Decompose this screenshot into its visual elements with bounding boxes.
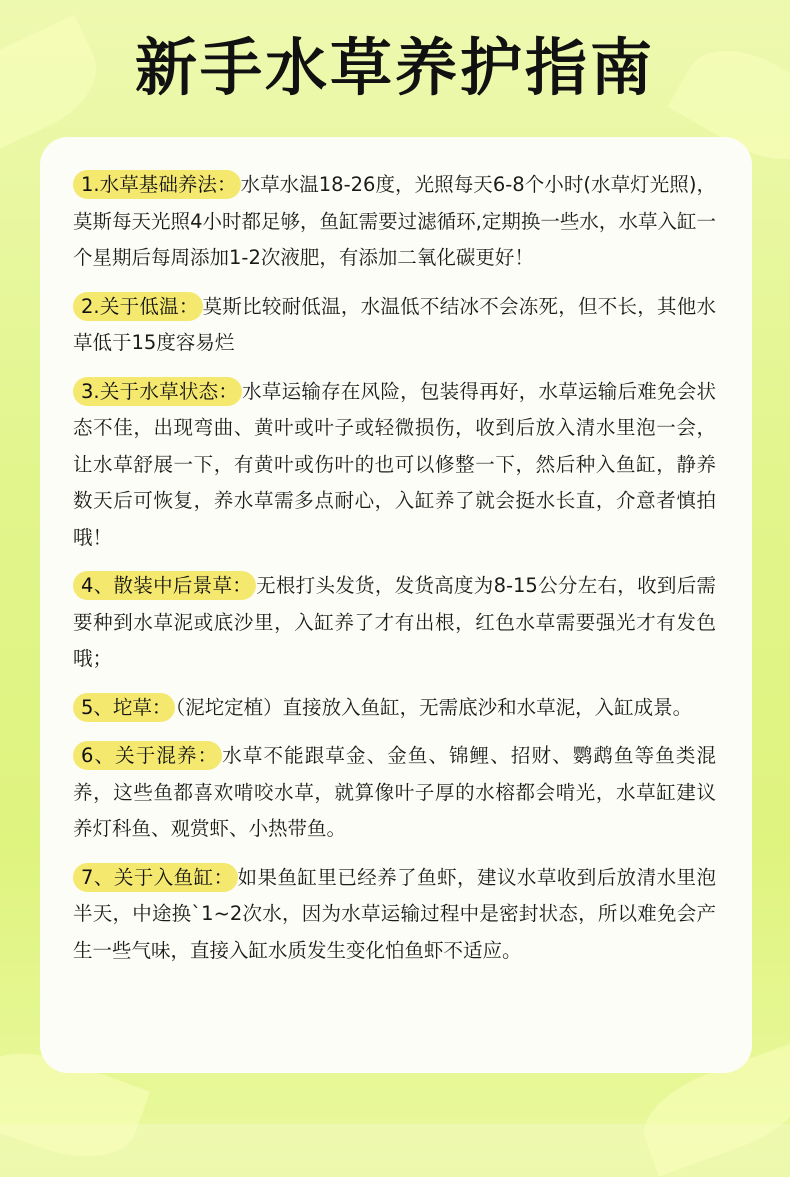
section-text: 水草不能跟草金、金鱼、锦鲤、招财、鹦鹉鱼等鱼类混养，这些鱼都喜欢啃咬水草，就算像叶子厚的水榕都会啃光，水草缸建议养灯科鱼、观赏虾、小热带鱼。 (73, 744, 716, 840)
section-label: 5、坨草： (73, 693, 175, 722)
section-label: 7、关于入鱼缸： (73, 863, 238, 892)
guide-card (40, 137, 752, 1073)
guide-section (73, 860, 716, 970)
section-label: 4、散装中后景草： (73, 571, 256, 600)
section-label: 3.关于水草状态： (73, 377, 242, 406)
section-label: 2.关于低温： (73, 292, 203, 321)
section-label: 1.水草基础养法： (73, 170, 241, 199)
section-text: 无根打头发货，发货高度为8-15公分左右，收到后需要种到水草泥或底沙里，入缸养了才有出根，红色水草需要强光才有发色哦； (73, 574, 716, 670)
guide-section (73, 738, 716, 848)
guide-section (73, 690, 716, 727)
section-text: （泥坨定植）直接放入鱼缸，无需底沙和水草泥，入缸成景。 (175, 695, 693, 719)
section-text: 如果鱼缸里已经养了鱼虾，建议水草收到后放清水里泡半天，中途换`1~2次水，因为水草运输过程中是密封状态，所以难免会产生一些气味，直接入缸水质发生变化怕鱼虾不适应。 (73, 865, 716, 962)
guide-section (73, 374, 716, 557)
section-text: 莫斯比较耐低温，水温低不结冰不会冻死，但不长，其他水草低于15度容易烂 (73, 294, 716, 354)
section-label: 6、关于混养： (73, 741, 222, 770)
section-text: 水草水温18-26度，光照每天6-8个小时(水草灯光照)，莫斯每天光照4小时都足够，鱼缸需要过滤循环,定期换一些水，水草入缸一个星期后每周添加1-2次液肥，有添加二氧化碳更好！ (73, 173, 716, 269)
page-title: 新手水草养护指南 (134, 31, 655, 104)
guide-section (73, 289, 716, 362)
guide-section (73, 568, 716, 678)
section-text: 水草运输存在风险，包装得再好，水草运输后难免会状态不佳，出现弯曲、黄叶或叶子或轻微损伤，收到后放入清水里泡一会，让水草舒展一下，有黄叶或伤叶的也可以修整一下，然后种入鱼缸，静养数天后可恢复，养水草需多点耐心，入缸养了就会挺水长直，介意者慎拍哦！ (73, 379, 716, 549)
guide-section (73, 167, 716, 277)
